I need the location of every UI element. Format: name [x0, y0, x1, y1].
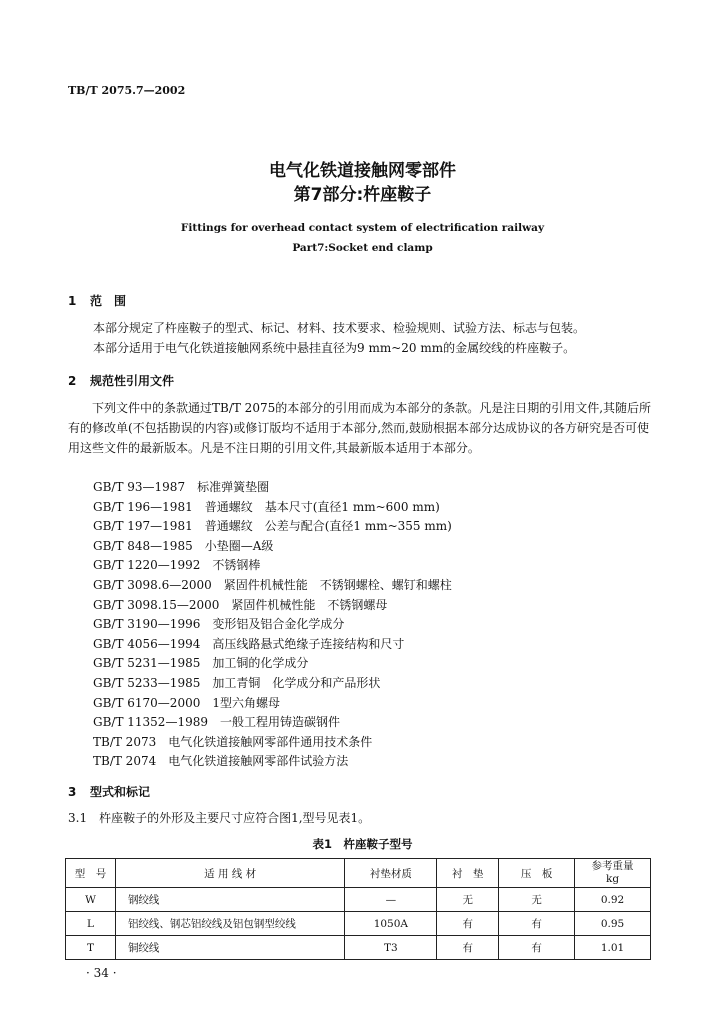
reference-item: GB/T 6170—2000 1型六角螺母: [93, 695, 280, 710]
cell-model: L: [66, 912, 116, 936]
section-3-heading: [68, 783, 150, 800]
header-wire: 适 用 线 材: [115, 859, 344, 888]
header-model: 型 号: [66, 859, 116, 888]
reference-item: GB/T 848—1985 小垫圈—A级: [93, 538, 274, 553]
table-row: [66, 888, 651, 912]
section-2-intro: 下列文件中的条款通过TB/T 2075的本部分的引用而成为本部分的条款。凡是注日期的引用文件,其随后所有的修改单(不包括勘误的内容)或修订版均不适用于本部分,然而,鼓励根据本部分达成协议的各方研究是否可使用这些文件的最新版本。凡是不注日期的引用文件,其最新版本适用于本部分。: [68, 401, 652, 455]
table-1-caption: 表1 杵座鞍子型号: [312, 837, 413, 851]
title-cn-line1: 电气化铁道接触网零部件: [269, 161, 456, 181]
reference-item: GB/T 1220—1992 不锈钢棒: [93, 558, 261, 573]
section-3-number: 3: [68, 785, 77, 799]
table-row: [66, 936, 651, 960]
section-1-para-2: 本部分适用于电气化铁道接触网系统中悬挂直径为9 mm~20 mm的金属绞线的杵座鞍子。: [93, 341, 576, 355]
reference-item: GB/T 3190—1996 变形铝及铝合金化学成分: [93, 617, 345, 632]
header-plate: 压 板: [499, 859, 575, 888]
section-2-heading: [68, 372, 174, 389]
section-1-heading: [68, 292, 126, 309]
reference-item: TB/T 2073 电气化铁道接触网零部件通用技术条件: [93, 734, 373, 749]
section-1-number: 1: [68, 294, 77, 308]
section-1-title: 范 围: [90, 294, 127, 308]
clause-3-1: 3.1 杵座鞍子的外形及主要尺寸应符合图1,型号见表1。: [68, 811, 371, 825]
section-1-para-1: 本部分规定了杵座鞍子的型式、标记、材料、技术要求、检验规则、试验方法、标志与包装。: [93, 321, 586, 335]
cell-plate: 有: [499, 936, 575, 960]
header-pad-material: 衬垫材质: [345, 859, 437, 888]
cell-model: T: [66, 936, 116, 960]
title-en-line2: Part7:Socket end clamp: [292, 242, 433, 254]
cell-pad-material: 1050A: [345, 912, 437, 936]
reference-item: GB/T 3098.6—2000 紧固件机械性能 不锈钢螺栓、螺钉和螺柱: [93, 578, 452, 592]
section-2-title: 规范性引用文件: [90, 374, 175, 388]
table-1: [65, 858, 651, 960]
cell-pad-material: —: [345, 888, 437, 912]
cell-weight: 0.95: [575, 912, 651, 936]
reference-item: GB/T 196—1981 普通螺纹 基本尺寸(直径1 mm~600 mm): [93, 499, 440, 514]
title-en-line1: Fittings for overhead contact system of electrification railway: [180, 222, 545, 234]
cell-plate: 无: [499, 888, 575, 912]
header-pad: 衬 垫: [437, 859, 499, 888]
cell-wire: 钢绞线: [115, 888, 344, 912]
section-3-title: 型式和标记: [90, 785, 151, 799]
cell-model: W: [66, 888, 116, 912]
section-2-number: 2: [68, 374, 77, 388]
reference-item: GB/T 3098.15—2000 紧固件机械性能 不锈钢螺母: [93, 597, 388, 612]
title-cn-line2: 第7部分:杵座鞍子: [293, 185, 432, 205]
cell-pad: 有: [437, 912, 499, 936]
reference-item: GB/T 4056—1994 高压线路悬式绝缘子连接结构和尺寸: [93, 636, 405, 651]
cell-weight: 0.92: [575, 888, 651, 912]
cell-weight: 1.01: [575, 936, 651, 960]
reference-item: GB/T 93—1987 标准弹簧垫圈: [93, 480, 270, 494]
cell-pad: 无: [437, 888, 499, 912]
reference-item: GB/T 5233—1985 加工青铜 化学成分和产品形状: [93, 676, 381, 690]
cell-pad-material: T3: [345, 936, 437, 960]
reference-item: GB/T 5231—1985 加工铜的化学成分: [93, 656, 309, 671]
cell-wire: 铝绞线、钢芯铝绞线及铝包钢型绞线: [115, 912, 344, 936]
document-code: TB/T 2075.7—2002: [68, 84, 186, 97]
header-weight: 参考重量 kg: [575, 859, 651, 888]
cell-wire: 铜绞线: [115, 936, 344, 960]
table-row: [66, 912, 651, 936]
reference-item: TB/T 2074 电气化铁道接触网零部件试验方法: [93, 754, 349, 769]
cell-pad: 有: [437, 936, 499, 960]
table-header-row: [66, 859, 651, 888]
page-number: · 34 ·: [86, 966, 117, 980]
reference-item: GB/T 11352—1989 一般工程用铸造碳钢件: [93, 715, 340, 730]
reference-item: GB/T 197—1981 普通螺纹 公差与配合(直径1 mm~355 mm): [93, 519, 452, 534]
cell-plate: 有: [499, 912, 575, 936]
